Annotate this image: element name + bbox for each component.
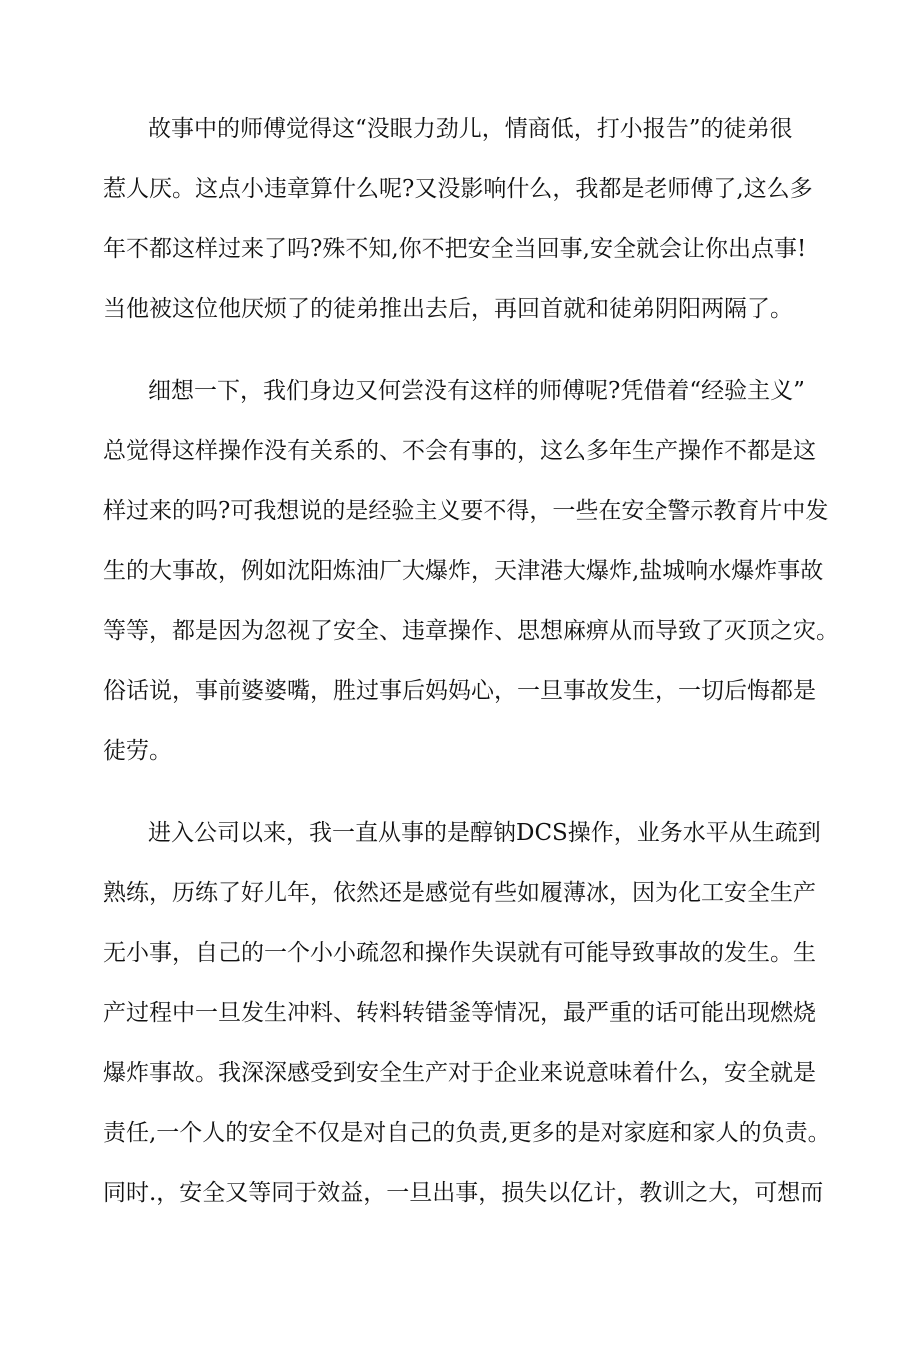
paragraph-line: 故事中的师傅觉得这“没眼力劲儿，情商低，打小报告”的徒弟很 (148, 116, 793, 142)
paragraph-line: 产过程中一旦发生冲料、转料转错釜等情况，最严重的话可能出现燃烧 (103, 1000, 816, 1026)
paragraph-line: 细想一下，我们身边又何尝没有这样的师傅呢?凭借着“经验主义” (148, 378, 805, 404)
paragraph-line: 无小事，自己的一个小小疏忽和操作失误就有可能导致事故的发生。生 (103, 940, 816, 966)
paragraph-line: 等等，都是因为忽视了安全、违章操作、思想麻痹从而导致了灭顶之灾。 (103, 618, 839, 644)
paragraph-line: 熟练，历练了好儿年，依然还是感觉有些如履薄冰，因为化工安全生产 (103, 880, 816, 906)
paragraph-line: 进入公司以来，我一直从事的是醇钠DCS操作，业务水平从生疏到 (148, 820, 821, 846)
paragraph-line: 样过来的吗?可我想说的是经验主义要不得，一些在安全警示教育片中发 (103, 498, 829, 524)
paragraph-line: 责任,一个人的安全不仅是对自己的负责,更多的是对家庭和家人的负责。 (103, 1120, 831, 1146)
paragraph-line: 当他被这位他厌烦了的徒弟推出去后，再回首就和徒弟阴阳两隔了。 (103, 296, 793, 322)
paragraph-line: 生的大事故，例如沈阳炼油厂大爆炸，天津港大爆炸,盐城响水爆炸事故 (103, 558, 824, 584)
paragraph-line: 徒劳。 (103, 738, 172, 764)
paragraph-line: 爆炸事故。我深深感受到安全生产对于企业来说意味着什么，安全就是 (103, 1060, 816, 1086)
paragraph-line: 惹人厌。这点小违章算什么呢?又没影响什么，我都是老师傅了,这么多 (103, 176, 813, 202)
paragraph-line: 年不都这样过来了吗?殊不知,你不把安全当回事,安全就会让你出点事! (103, 236, 807, 262)
paragraph-line: 总觉得这样操作没有关系的、不会有事的，这么多年生产操作不都是这 (103, 438, 816, 464)
paragraph-line: 同时.，安全又等同于效益，一旦出事，损失以亿计，教训之大，可想而 (103, 1180, 824, 1206)
paragraph-line: 俗话说，事前婆婆嘴，胜过事后妈妈心，一旦事故发生，一切后悔都是 (103, 678, 816, 704)
